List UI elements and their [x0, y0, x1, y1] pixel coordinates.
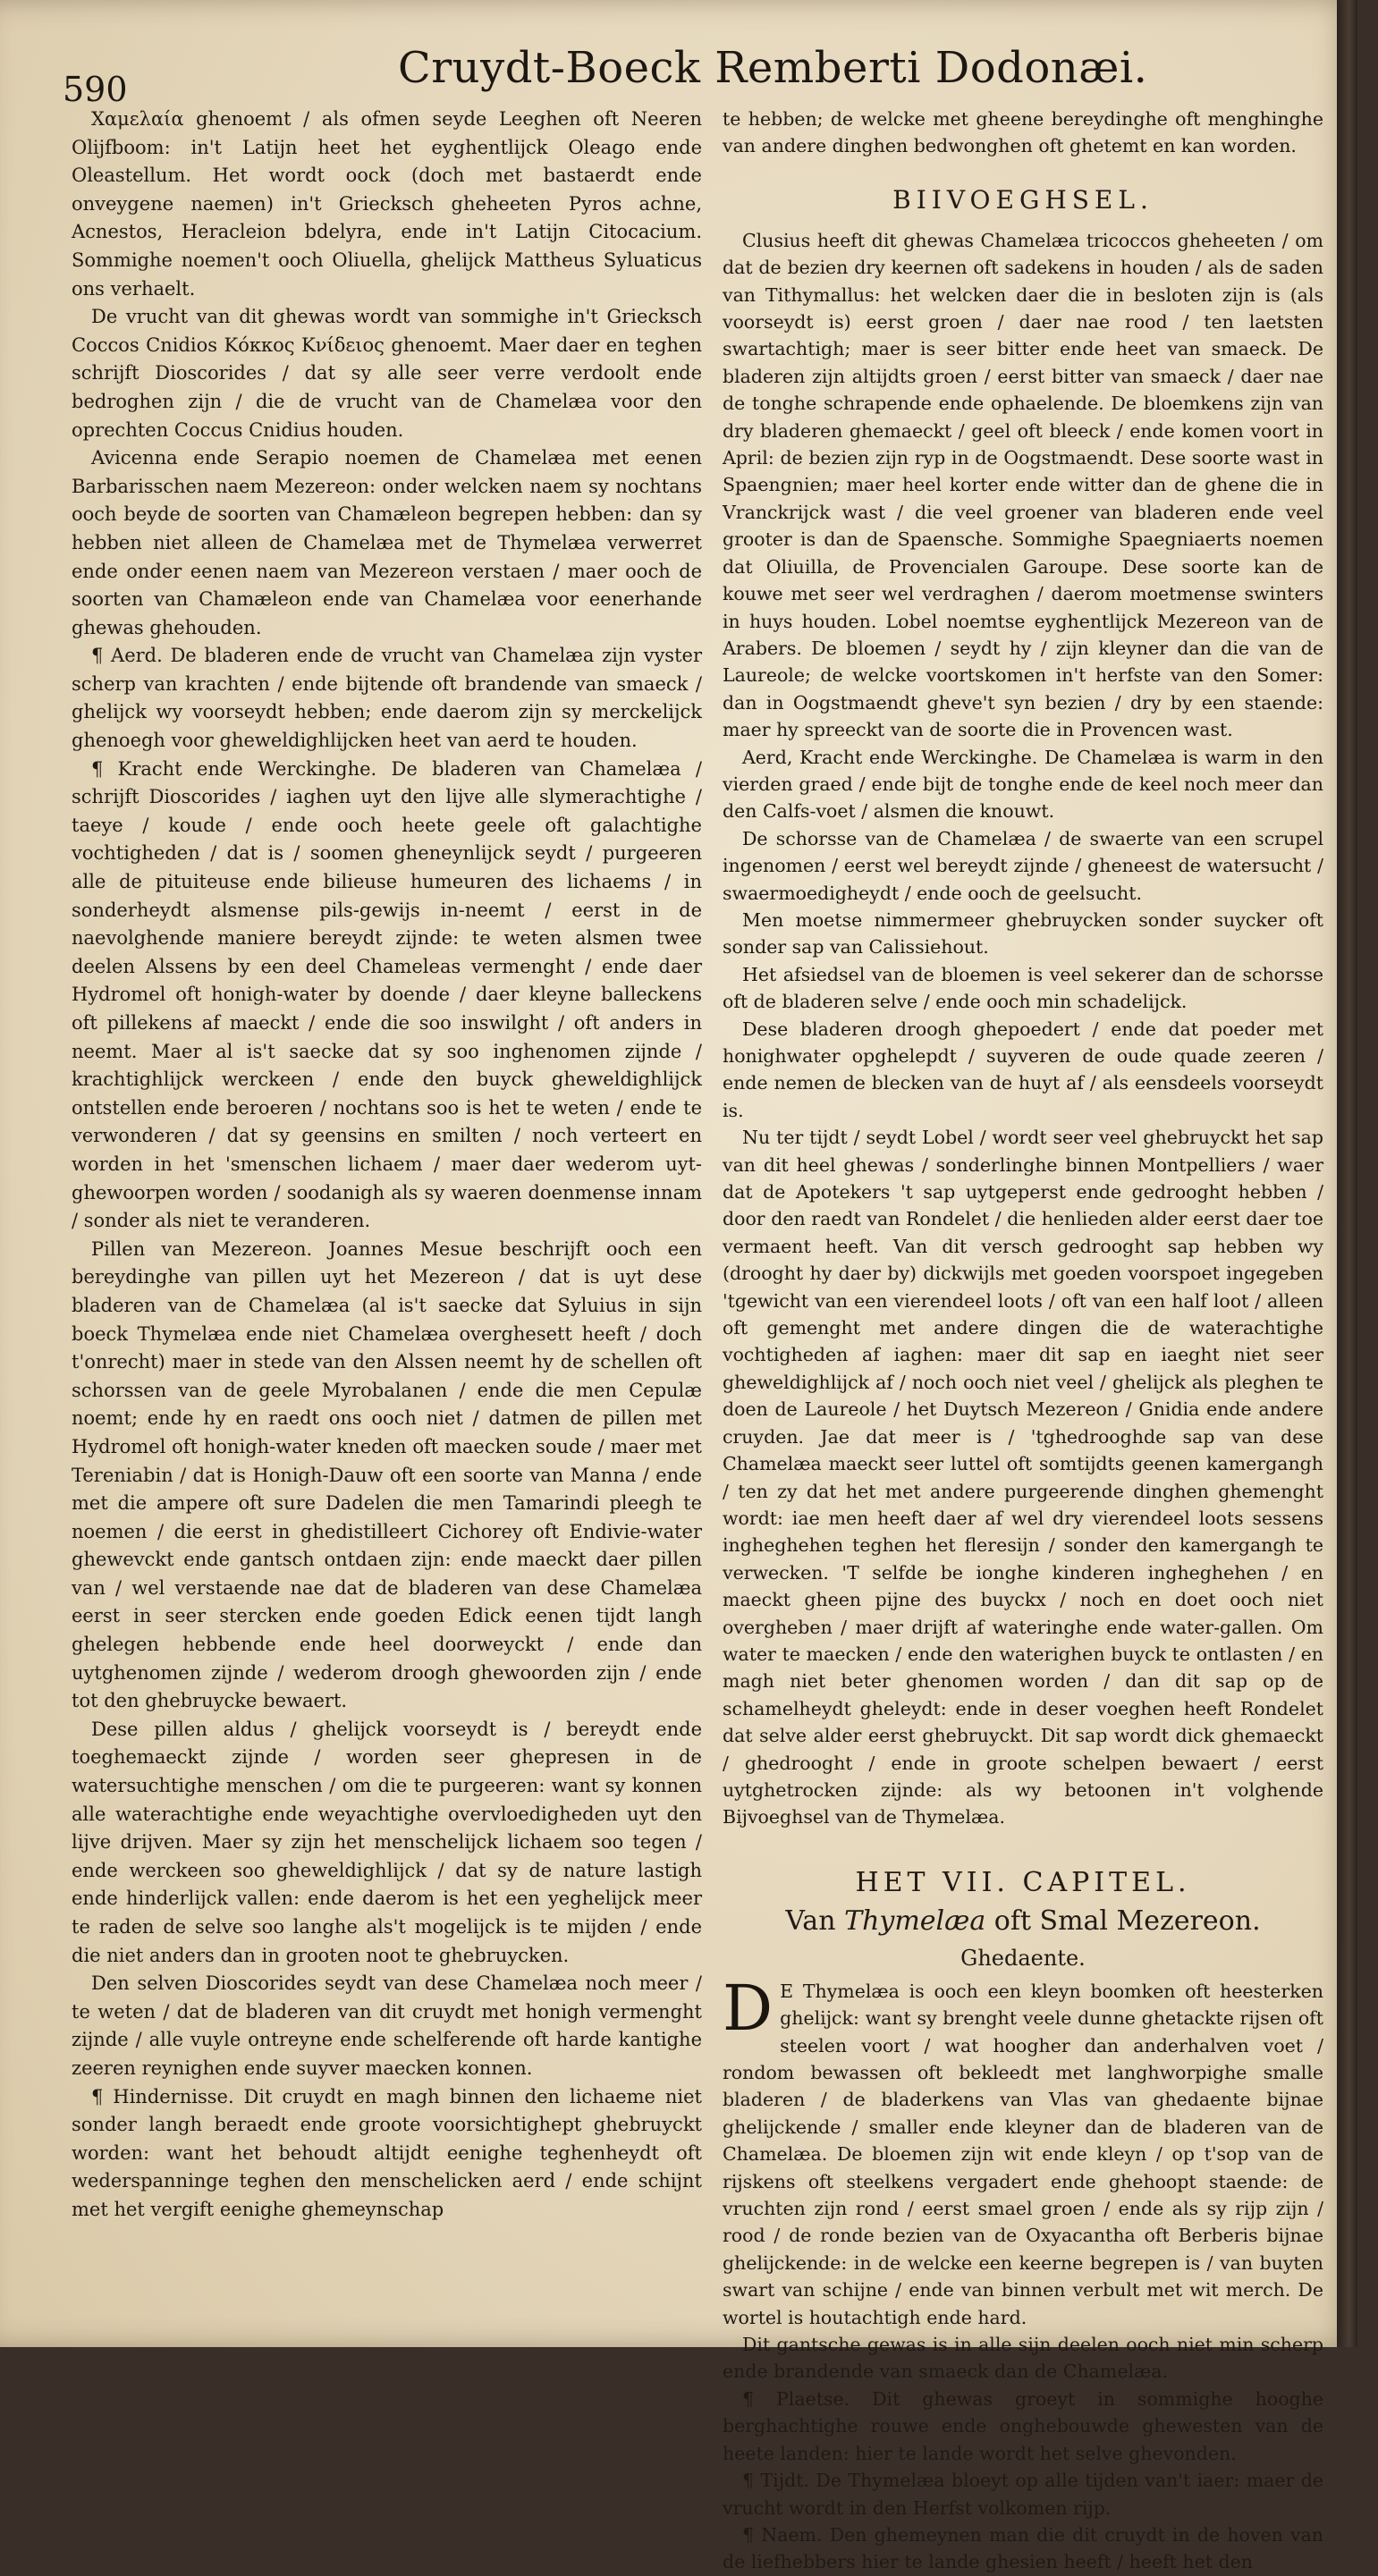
left-paragraph: ¶ Hindernisse. Dit cruydt en magh binnen den lichaeme niet sonder langh beraedt ende groote voorsichtighept ghebruyckt worden: want het behoudt altijdt eenighe teghenheydt oft wederspanninge teghen den menschelicken aerd / ende schijnt met het vergift eenighe ghemeynschap — [72, 2085, 702, 2220]
left-paragraph: Χαμελαία ghenoemt / als ofmen seyde Leeghen oft Neeren Olijfboom: in't Latijn heet het eyghentlijck Oleago ende Oleastellum. Het wordt oock (doch met bastaerdt ende onveygene naemen) in't Griecksch gheheeten Pyros achne, Acnestos, Heracleion bdelyra, ende in't Latijn Citocacium. Sommighe noemen't ooch Oliuella, ghelijck Mattheus Syluaticus ons verhaelt. — [72, 108, 702, 300]
running-head: Cruydt-Boeck Remberti Dodonæi. — [398, 43, 1148, 93]
left-paragraph: ¶ Aerd. De bladeren ende de vrucht van Chamelæa zijn vyster scherp van krachten / ende bijtende oft brandende van smaeck / ghelijck wy voorseydt hebben; ende daerom zijn sy merckelijck ghenoegh voor gheweldighlijcken heet van aerd te houden. — [72, 645, 702, 752]
chapter-title-italic: Thymelæa — [844, 1905, 986, 1937]
section-paragraph: Het afsiedsel van de bloemen is veel sekerer dan de schorsse oft de bladeren selve / ende ooch min schadelijck. — [723, 963, 1323, 1013]
section-heading: BIIVOEGHSEL. — [892, 184, 1154, 215]
left-paragraph: ¶ Kracht ende Werckinghe. De bladeren van Chamelæa / schrijft Dioscorides / iaghen uyt den lijve alle slymerachtighe / taeye / koude / ende ooch heete geele oft galachtighe vochtigheden / dat is / soomen gheneynlijck seydt / purgeeren alle de pituiteuse ende bilieuse humeuren des lichaems / in sonderheydt alsmense pils-gewijs in-neemt / eerst in de naevolghende maniere bereydt zijnde: te weten alsmen twee deelen Alssens by een deel Chameleas vermenght / ende daer Hydromel oft honigh-water by doende / daer kleyne balleckens oft pillekens af maeckt / ende die soo inswilght / oft anders in neemt. Maer al is't saecke dat sy soo inghenomen zijnde / krachtighlijck werckeen / ende den buyck gheweldighlijck ontstellen ende beroeren / nochtans soo is het te weten / ende te verwonderen / dat sy geensins en smilten / noch verteert en worden in het 'smenschen lichaem / maer daer wederom uyt-ghewoorpen worden / soodanigh als sy waeren doenmense innam / sonder als niet te veranderen. — [72, 757, 702, 1232]
right-column — [723, 106, 1323, 2576]
chapter-paragraph: ¶ Tijdt. De Thymelæa bloeyt op alle tijden van't iaer: maer de vrucht wordt in den Herfst volkomen rijp. — [723, 2470, 1323, 2519]
left-column — [72, 106, 702, 2225]
right-intro: te hebben; de welcke met gheene bereydinghe oft menghinghe van andere dinghen bedwonghen oft ghetemt en kan worden. — [723, 108, 1323, 157]
book-gutter-edge — [1337, 0, 1357, 2347]
left-paragraph: Pillen van Mezereon. Joannes Mesue beschrijft ooch een bereydinghe van pillen uyt het Mezereon / dat is uyt dese bladeren van de Chamelæa (al is't saecke dat Syluius in sijn boeck Thymelæa ende niet Chamelæa overghesett heeft / doch t'onrecht) maer in stede van den Alssen neemt hy de schellen oft schorssen van de geele Myrobalanen / ende die men Cepulæ noemt; ende hy en raedt ons ooch niet / datmen de pillen met Hydromel oft honigh-water kneden oft maecken soude / maer met Tereniabin / dat is Honigh-Dauw oft een soorte van Manna / ende met die ampere oft sure Dadelen die men Tamarindi pleegh te noemen / die eerst in ghedistilleert Cichorey oft Endivie-water ghewevckt ende gantsch ontdaen zijn: ende maeckt daer pillen van / wel verstaende nae dat de bladeren van dese Chamelæa eerst in seer stercken ende goeden Edick eenen tijdt langh ghelegen hebbende ende heel doorweyckt / ende dan uytghenomen zijnde / wederom droogh ghewoorden zijn / ende tot den ghebruycke bewaert. — [72, 1237, 702, 1712]
section-paragraph: Men moetse nimmermeer ghebruycken sonder suycker oft sonder sap van Calissiehout. — [723, 908, 1323, 959]
chapter-subhead: Ghedaente. — [960, 1945, 1086, 1971]
page-number: 590 — [63, 70, 128, 109]
chapter-number: HET VII. CAPITEL. — [855, 1866, 1191, 1898]
section-paragraph: Aerd, Kracht ende Werckinghe. De Chamelæa is warm in den vierden graed / ende bijt de tonghe ende de keel noch meer dan den Calfs-voet / alsmen die knouwt. — [723, 746, 1323, 823]
drop-cap: D — [723, 1971, 774, 2045]
section-paragraph: Clusius heeft dit ghewas Chamelæa tricoccos gheheeten / om dat de bezien dry keernen oft sadekens in houden / als de saden van Tithymallus: het welcken daer die in besloten zijn is (als voorseydt is) eerst groen / daer nae rood / ten laetsten swartachtigh; maer is seer bitter ende heet van smaeck. De bladeren zijn altijdts groen / eerst bitter van smaeck / daer nae de tonghe schrapende ende ophaelende. De bloemkens zijn van dry bladeren ghemaeckt / geel oft bleeck / ende komen voort in April: de bezien zijn ryp in de Oogstmaendt. Dese soorte wast in Spaengnien; maer heel korter ende witter dan de ghene die in Vranckrijck wast / die veel groener van bladeren ende veel grooter is dan de Spaensche. Sommighe Spaegniaerts noemen dat Oliuilla, de Provencialen Garoupe. Dese soorte kan de kouwe met seer wel verdraghen / daerom moetmense swinters in huys houden. Lobel noemtse eyghentlijck Mezereon van de Arabers. De bloemen / seydt hy / zijn kleyner dan die van de Laureole; de welcke voortskomen in't herfste van den Somer: dan in Oogstmaendt gheve't syn bezien / dry by een staende: maer hy spreeckt van de soorte die in Provencen wast. — [723, 229, 1323, 741]
chapter-paragraph-text: E Thymelæa is ooch een kleyn boomken oft heesterken ghelijck: want sy brenght veele dunne ghetackte rijsen oft steelen voort / wat hoogher dan anderhalven voet / rondom bewassen oft bekleedt met langhworpighe smalle bladeren / de bladerkens van Vlas van ghedaente bijnae ghelijckende / smaller ende kleyner dan de bladeren van de Chamelæa. De bloemen zijn wit ende kleyn / op t'sop van de rijskens oft steelkens vergadert ende ghehoopt staende: de vruchten zijn rond / eerst smael groen / ende als sy rijp zijn / rood / de ronde bezien van de Oxyacantha oft Berberis bijnae ghelijckende: in de welcke een keerne begrepen is / van buyten swart van schijne / ende van binnen verbult met wit merch. De wortel is houtachtigh ende hard. — [723, 1980, 1323, 2328]
chapter-paragraph: Dit gantsche gewas is in alle sijn deelen ooch niet min scherp ende brandende van smaeck dan de Chamelæa. — [723, 2334, 1323, 2383]
chapter-paragraph: ¶ Naem. Den ghemeynen man die dit cruydt in de hoven van de liefhebbers hier te lande ghesien heeft / heeft het den — [723, 2523, 1323, 2573]
chapter-title — [723, 1905, 1323, 1937]
section-paragraph: Dese bladeren droogh ghepoedert / ende dat poeder met honighwater opghelepdt / suyveren de oude quade zeeren / ende nemen de blecken van de huyt af / als eensdeels voorseydt is. — [723, 1018, 1323, 1121]
left-paragraph: Avicenna ende Serapio noemen de Chamelæa met eenen Barbarisschen naem Mezereon: onder welcken naem sy nochtans ooch beyde de soorten van Chamæleon begrepen hebben: dan sy hebben niet alleen de Chamelæa met de Thymelæa verwerret ende onder eenen naem van Mezereon verstaen / maer ooch de soorten van Chamæleon ende van Chamelæa voor eenerhande ghewas ghehouden. — [72, 447, 702, 638]
chapter-paragraph — [723, 1971, 1323, 2331]
section-paragraph: De schorsse van de Chamelæa / de swaerte van een scrupel ingenomen / eerst wel bereydt zijnde / gheneest de watersucht / swaermoedigheydt / ende ooch de geelsucht. — [723, 827, 1323, 904]
chapter-title-suffix: oft Smal Mezereon. — [993, 1905, 1261, 1937]
left-paragraph: De vrucht van dit ghewas wordt van sommighe in't Griecksch Coccos Cnidios Κόκκος Κνίδειος ghenoemt. Maer daer en teghen schrijft Dioscorides / dat sy alle seer verre verdoolt ende bedroghen zijn / die de vrucht van de Chamelæa voor den oprechten Coccus Cnidius houden. — [72, 306, 702, 441]
chapter-paragraph: ¶ Plaetse. Dit ghewas groeyt in sommighe hooghe berghachtighe rouwe ende onghebouwde ghewesten van de heete landen: hier te lande wordt het selve ghevonden. — [723, 2387, 1323, 2464]
chapter-title-prefix: Van — [785, 1905, 836, 1937]
section-paragraph: Nu ter tijdt / seydt Lobel / wordt seer veel ghebruyckt het sap van dit heel ghewas / sonderlinghe binnen Montpelliers / waer dat de Apotekers 't sap uytgeperst ende gedrooght hebben / door den raedt van Rondelet / die henlieden alder eerst daer toe vermaent heeft. Van dit versch gedrooght sap hebben wy (drooght hy daer by) dickwijls met goeden voorspoet ingegeben 'tgewicht van een vierendeel loots / oft van een half loot / alleen oft gemenght met andere dingen die de waterachtighe vochtigheden af iaghen: maer dit sap en iaeght niet seer gheweldighlijck af / noch ooch niet veel / ghelijck als pleghen te doen de Laureole / het Duytsch Mezereon / Gnidia ende andere cruyden. Jae dat meer is / 'tghedrooghde sap van dese Chamelæa maeckt seer luttel oft somtijdts geenen kamergangh / ten zy dat het met andere purgeerende dinghen ghemenght wordt: iae men heeft daer af wel dry vierendeel loots sessens ingheghehen teghen het fleresijn / sonder den kamergangh te verwecken. 'T selfde be ionghe kinderen ingheghehen / en maeckt gheen pijne des buyckx / noch en doet ooch niet overgheben / maer drijft af wateringhe ende water-gallen. Om water te maecken / ende den waterighen buyck te ontlasten / en magh niet beter ghenomen worden / dan dit sap op de schamelheydt gheleydt: ende in deser voeghen heeft Rondelet dat selve alder eerst ghebruyckt. Dit sap wordt dick ghemaeckt / ghedrooght / ende in groote schelpen bewaert / eerst uytghetrocken zijnde: als wy betoonen in't volghende Bijvoeghsel van de Thymelæa. — [723, 1127, 1323, 1829]
left-paragraph: Dese pillen aldus / ghelijck voorseydt is / bereydt ende toeghemaeckt zijnde / worden seer ghepresen in de watersuchtighe menschen / om die te purgeeren: want sy konnen alle waterachtighe ende weyachtighe overvloedigheden uyt den lijve drijven. Maer sy zijn het menschelijck lichaem soo tegen / ende werckeen soo gheweldighlijck / dat sy de nature lastigh ende hinderlijck vallen: ende daerom is het een yeghelijck meer te raden de selve soo langhe als't mogelijck is te mijden / ende die niet anders dan in grooten noot te ghebruycken. — [72, 1718, 702, 1966]
left-paragraph: Den selven Dioscorides seydt van dese Chamelæa noch meer / te weten / dat de bladeren van dit cruydt met honigh vermenght zijnde / alle vuyle ontreyne ende schelferende oft harde kantighe zeeren reynighen ende suyver maecken konnen. — [72, 1972, 702, 2079]
